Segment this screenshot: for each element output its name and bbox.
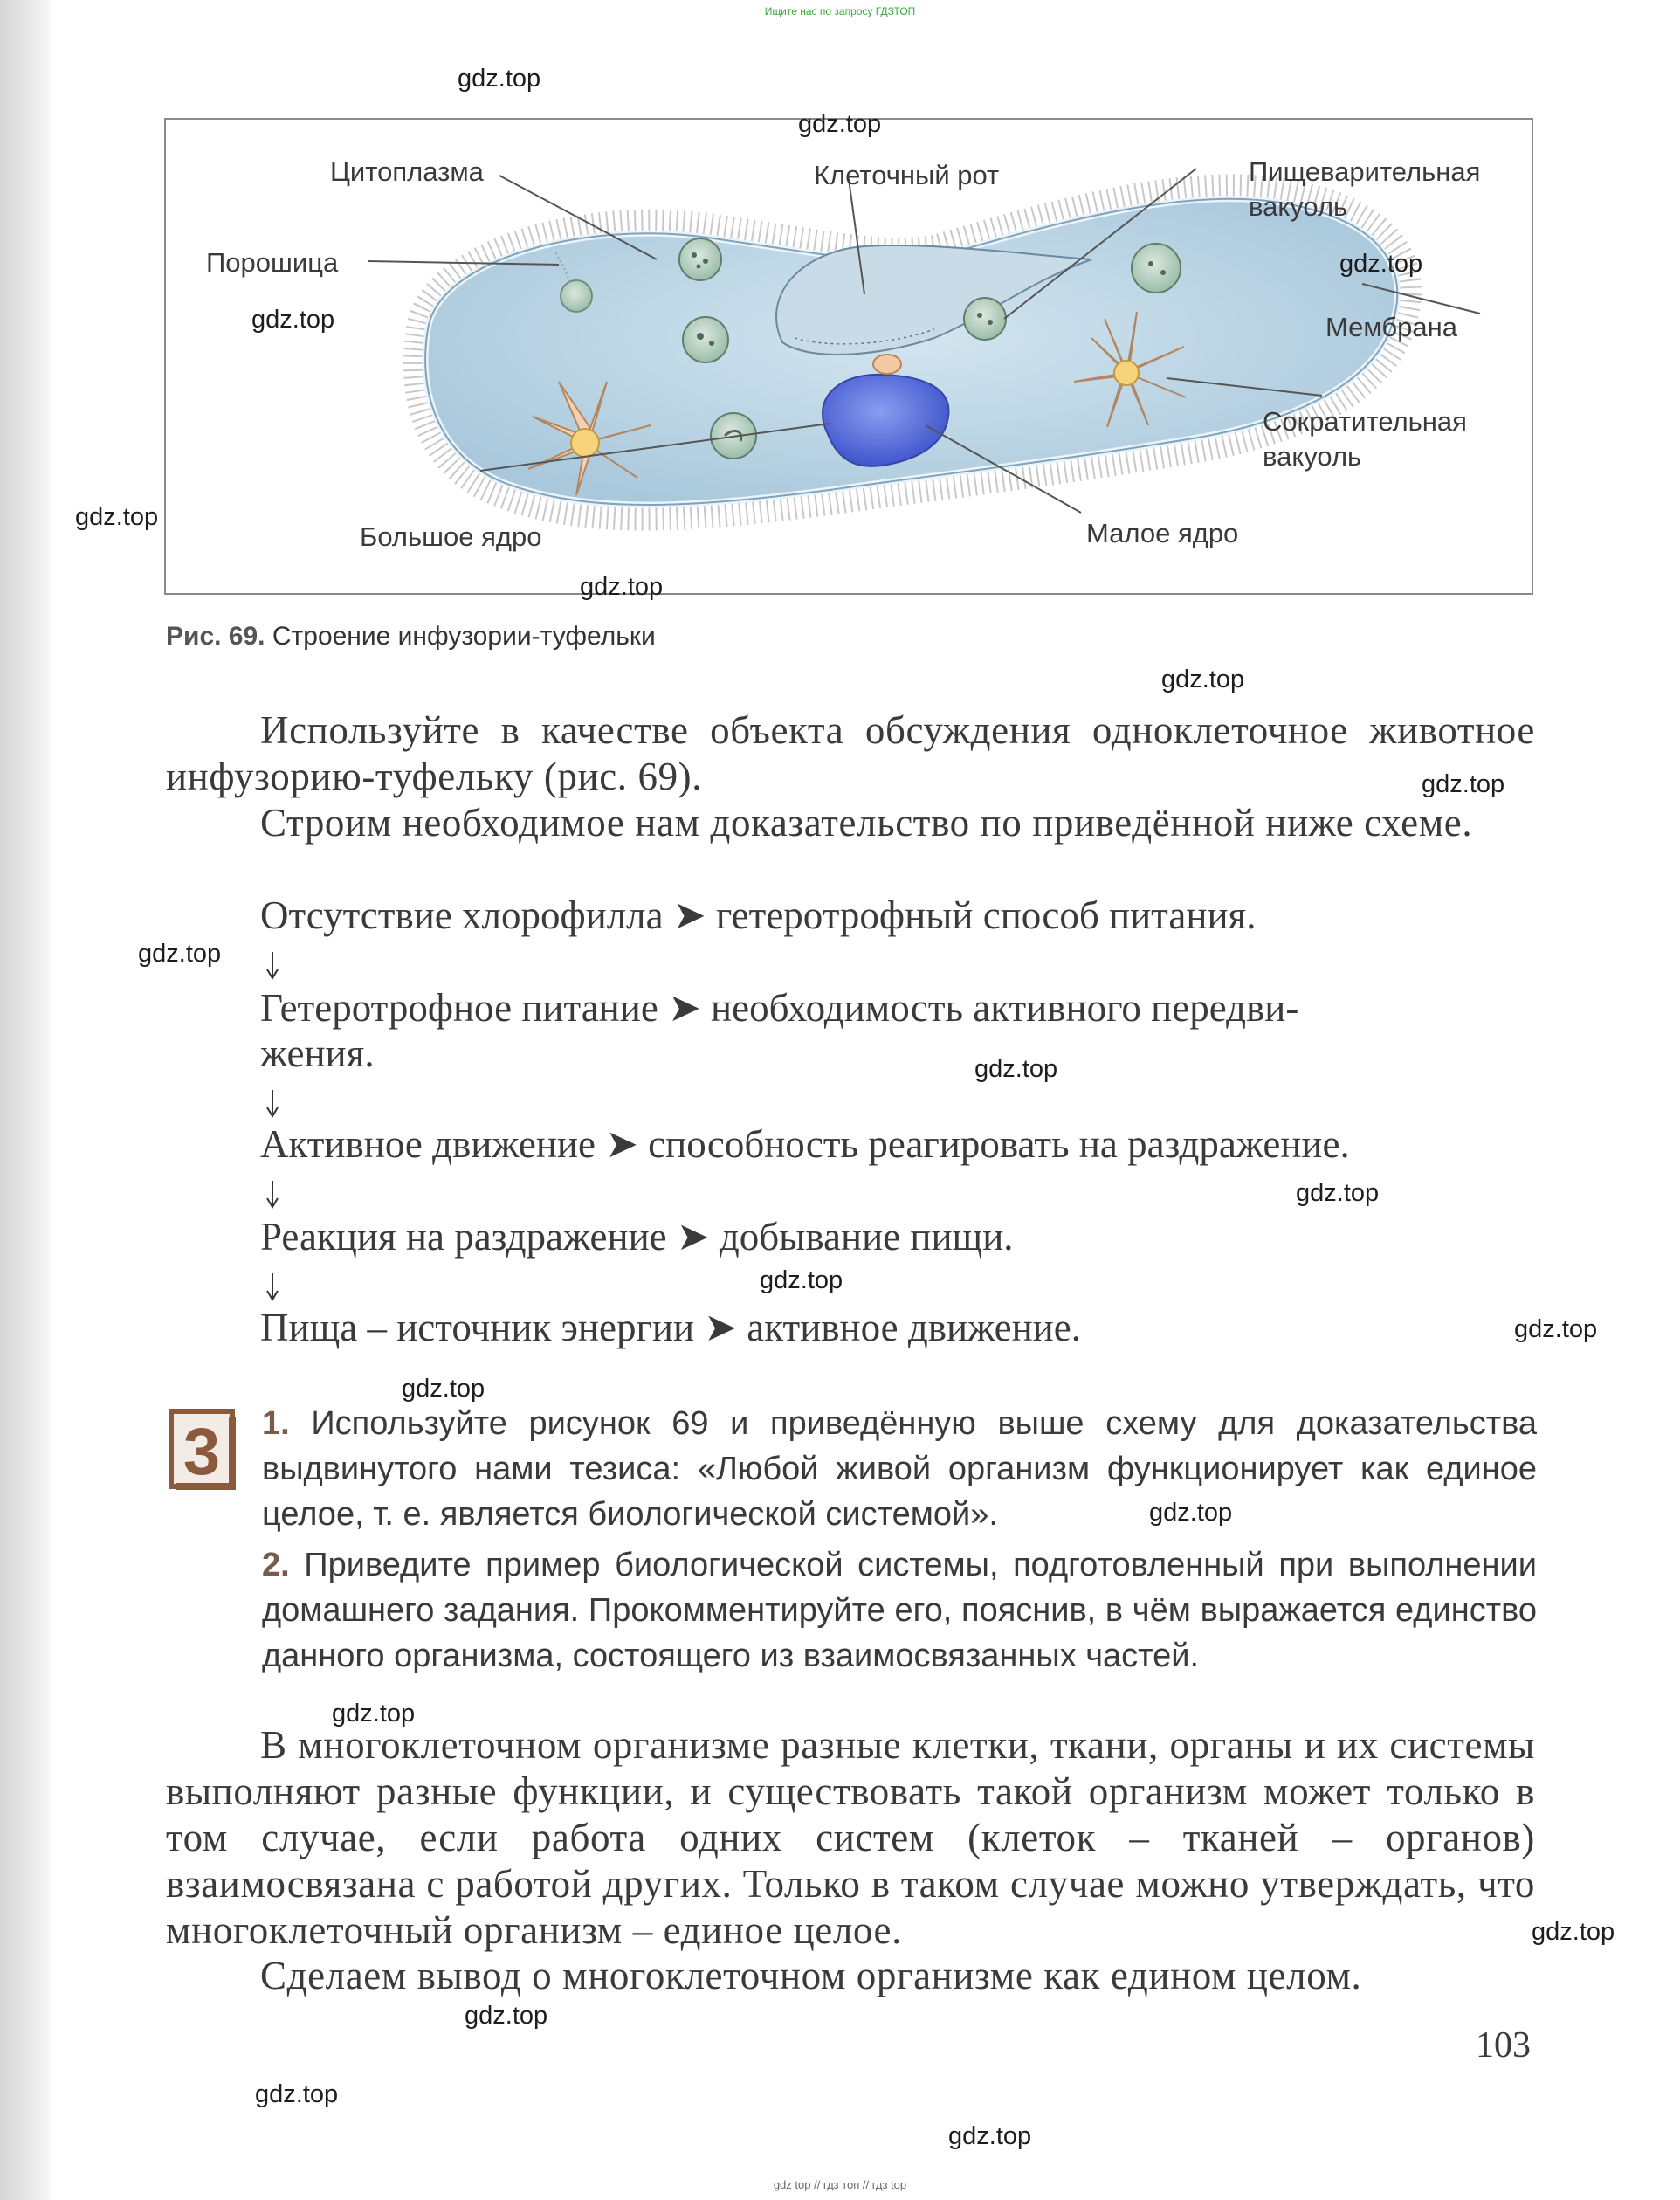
task-item-1-text: Используйте рисунок 69 и приведённую выше схему для доказательства выдвинутого нами тезиса: «Любой живой организм функционирует как единое целое, т. е. является биологической системой». xyxy=(262,1405,1537,1533)
scheme-step-left: Отсутствие хлорофилла xyxy=(260,893,664,937)
label-digestive-vacuole: Пищеварительная вакуоль xyxy=(1249,156,1481,222)
task-section-3-icon xyxy=(168,1408,239,1492)
conclusion-paragraph-1-text: В многоклеточном организме разные клетки, ткани, органы и их системы выполняют разные функции, и существовать такой организм может только в том случае, если работа одних систем (клеток – тканей – органов) взаимосвязана с работой других. Только в таком случае можно утверждать, что многоклеточный организм – единое целое. xyxy=(166,1723,1535,1952)
scheme-step-right: способность реагировать на раздражение. xyxy=(648,1122,1350,1166)
task-item-2 xyxy=(262,1542,1537,1679)
watermark: gdz.top xyxy=(1149,1499,1233,1527)
label-cell-mouth: Клеточный рот xyxy=(814,160,1000,190)
watermark: gdz.top xyxy=(458,65,541,93)
watermark: gdz.top xyxy=(1339,250,1423,278)
paragraph-1 xyxy=(166,707,1535,800)
down-arrow-icon xyxy=(264,1273,281,1301)
scheme-step-1 xyxy=(260,893,1256,939)
header-note: Ищите нас по запросу ГДЗТОП xyxy=(764,5,916,17)
anal-pore-shape xyxy=(561,280,592,312)
footer-note: gdz top // гдз топ // гдз top xyxy=(773,2178,907,2191)
scheme-step-5 xyxy=(260,1305,1081,1351)
watermark: gdz.top xyxy=(138,940,222,968)
watermark: gdz.top xyxy=(948,2122,1032,2150)
label-cytoplasm: Цитоплазма xyxy=(330,156,484,187)
down-arrow-icon xyxy=(264,1181,281,1209)
scheme-step-4 xyxy=(260,1214,1014,1260)
conclusion-paragraph-2-text: Сделаем вывод о многоклеточном организме как едином целом. xyxy=(260,1954,1362,1997)
watermark: gdz.top xyxy=(798,110,882,138)
watermark: gdz.top xyxy=(1296,1179,1380,1207)
scheme-step-left: Реакция на раздражение xyxy=(260,1215,667,1259)
watermark: gdz.top xyxy=(1422,770,1505,798)
page-number: 103 xyxy=(1476,2025,1531,2066)
watermark: gdz.top xyxy=(402,1375,485,1403)
watermark: gdz.top xyxy=(580,573,664,601)
scheme-step-3 xyxy=(260,1121,1350,1168)
micronucleus-shape xyxy=(873,355,901,374)
figure-69 xyxy=(164,118,1533,595)
watermark: gdz.top xyxy=(465,2002,548,2030)
label-anal-pore: Порошица xyxy=(206,247,339,278)
right-arrow-icon: ➤ xyxy=(668,986,701,1030)
task-item-2-number: 2. xyxy=(262,1547,290,1583)
scheme-step-2-cont: жения. xyxy=(260,1031,375,1075)
watermark: gdz.top xyxy=(255,2080,339,2108)
down-arrow-icon xyxy=(264,952,281,980)
paragraph-2 xyxy=(166,800,1535,846)
conclusion-paragraph-2 xyxy=(166,1953,1535,1999)
right-arrow-icon: ➤ xyxy=(704,1306,738,1349)
watermark: gdz.top xyxy=(1161,666,1245,693)
task-icon-digit: 3 xyxy=(182,1415,221,1489)
task-item-2-text: Приведите пример биологической системы, подготовленный при выполнении домашнего задания. Прокомментируйте его, пояснив, в чём выражается единство данного организма, состоящего из взаимосвязанных частей. xyxy=(262,1547,1537,1674)
watermark: gdz.top xyxy=(75,503,159,531)
caption-number: Рис. 69. xyxy=(166,622,265,651)
watermark: gdz.top xyxy=(1532,1918,1615,1946)
scheme-step-2 xyxy=(260,985,1298,1031)
scheme-step-left: Пища – источник энергии xyxy=(260,1306,695,1349)
label-contractile-vacuole: Сократительная вакуоль xyxy=(1263,406,1467,472)
task-item-1 xyxy=(262,1401,1537,1537)
watermark: gdz.top xyxy=(974,1055,1058,1083)
paragraph-2-text: Строим необходимое нам доказательство по приведённой ниже схеме. xyxy=(260,801,1473,845)
figure-caption xyxy=(166,622,656,652)
scheme-step-left: Гетеротрофное питание xyxy=(260,986,658,1030)
right-arrow-icon: ➤ xyxy=(676,1215,710,1259)
watermark: gdz.top xyxy=(760,1266,843,1294)
scheme-step-right: гетеротрофный способ питания. xyxy=(715,893,1257,937)
paragraph-1-text: Используйте в качестве объекта обсуждения одноклеточное животное инфузорию-туфельку (рис. 69). xyxy=(166,708,1535,798)
scheme-step-left: Активное движение xyxy=(260,1122,596,1166)
watermark: gdz.top xyxy=(251,306,335,334)
label-macronucleus: Большое ядро xyxy=(360,521,542,552)
watermark: gdz.top xyxy=(332,1700,416,1728)
book-spine-shadow xyxy=(0,0,54,2200)
label-membrane: Мембрана xyxy=(1325,312,1457,342)
scheme-step-right: необходимость активного передви- xyxy=(711,986,1299,1030)
right-arrow-icon: ➤ xyxy=(605,1122,638,1166)
scheme-step-right: добывание пищи. xyxy=(719,1215,1014,1259)
label-micronucleus: Малое ядро xyxy=(1086,518,1239,548)
conclusion-paragraph-1 xyxy=(166,1722,1535,1954)
right-arrow-icon: ➤ xyxy=(672,893,706,937)
down-arrow-icon xyxy=(264,1090,281,1118)
task-item-1-number: 1. xyxy=(262,1405,290,1442)
scheme-step-right: активное движение. xyxy=(747,1306,1081,1349)
caption-text: Строение инфузории-туфельки xyxy=(265,622,656,651)
watermark: gdz.top xyxy=(1514,1315,1598,1343)
